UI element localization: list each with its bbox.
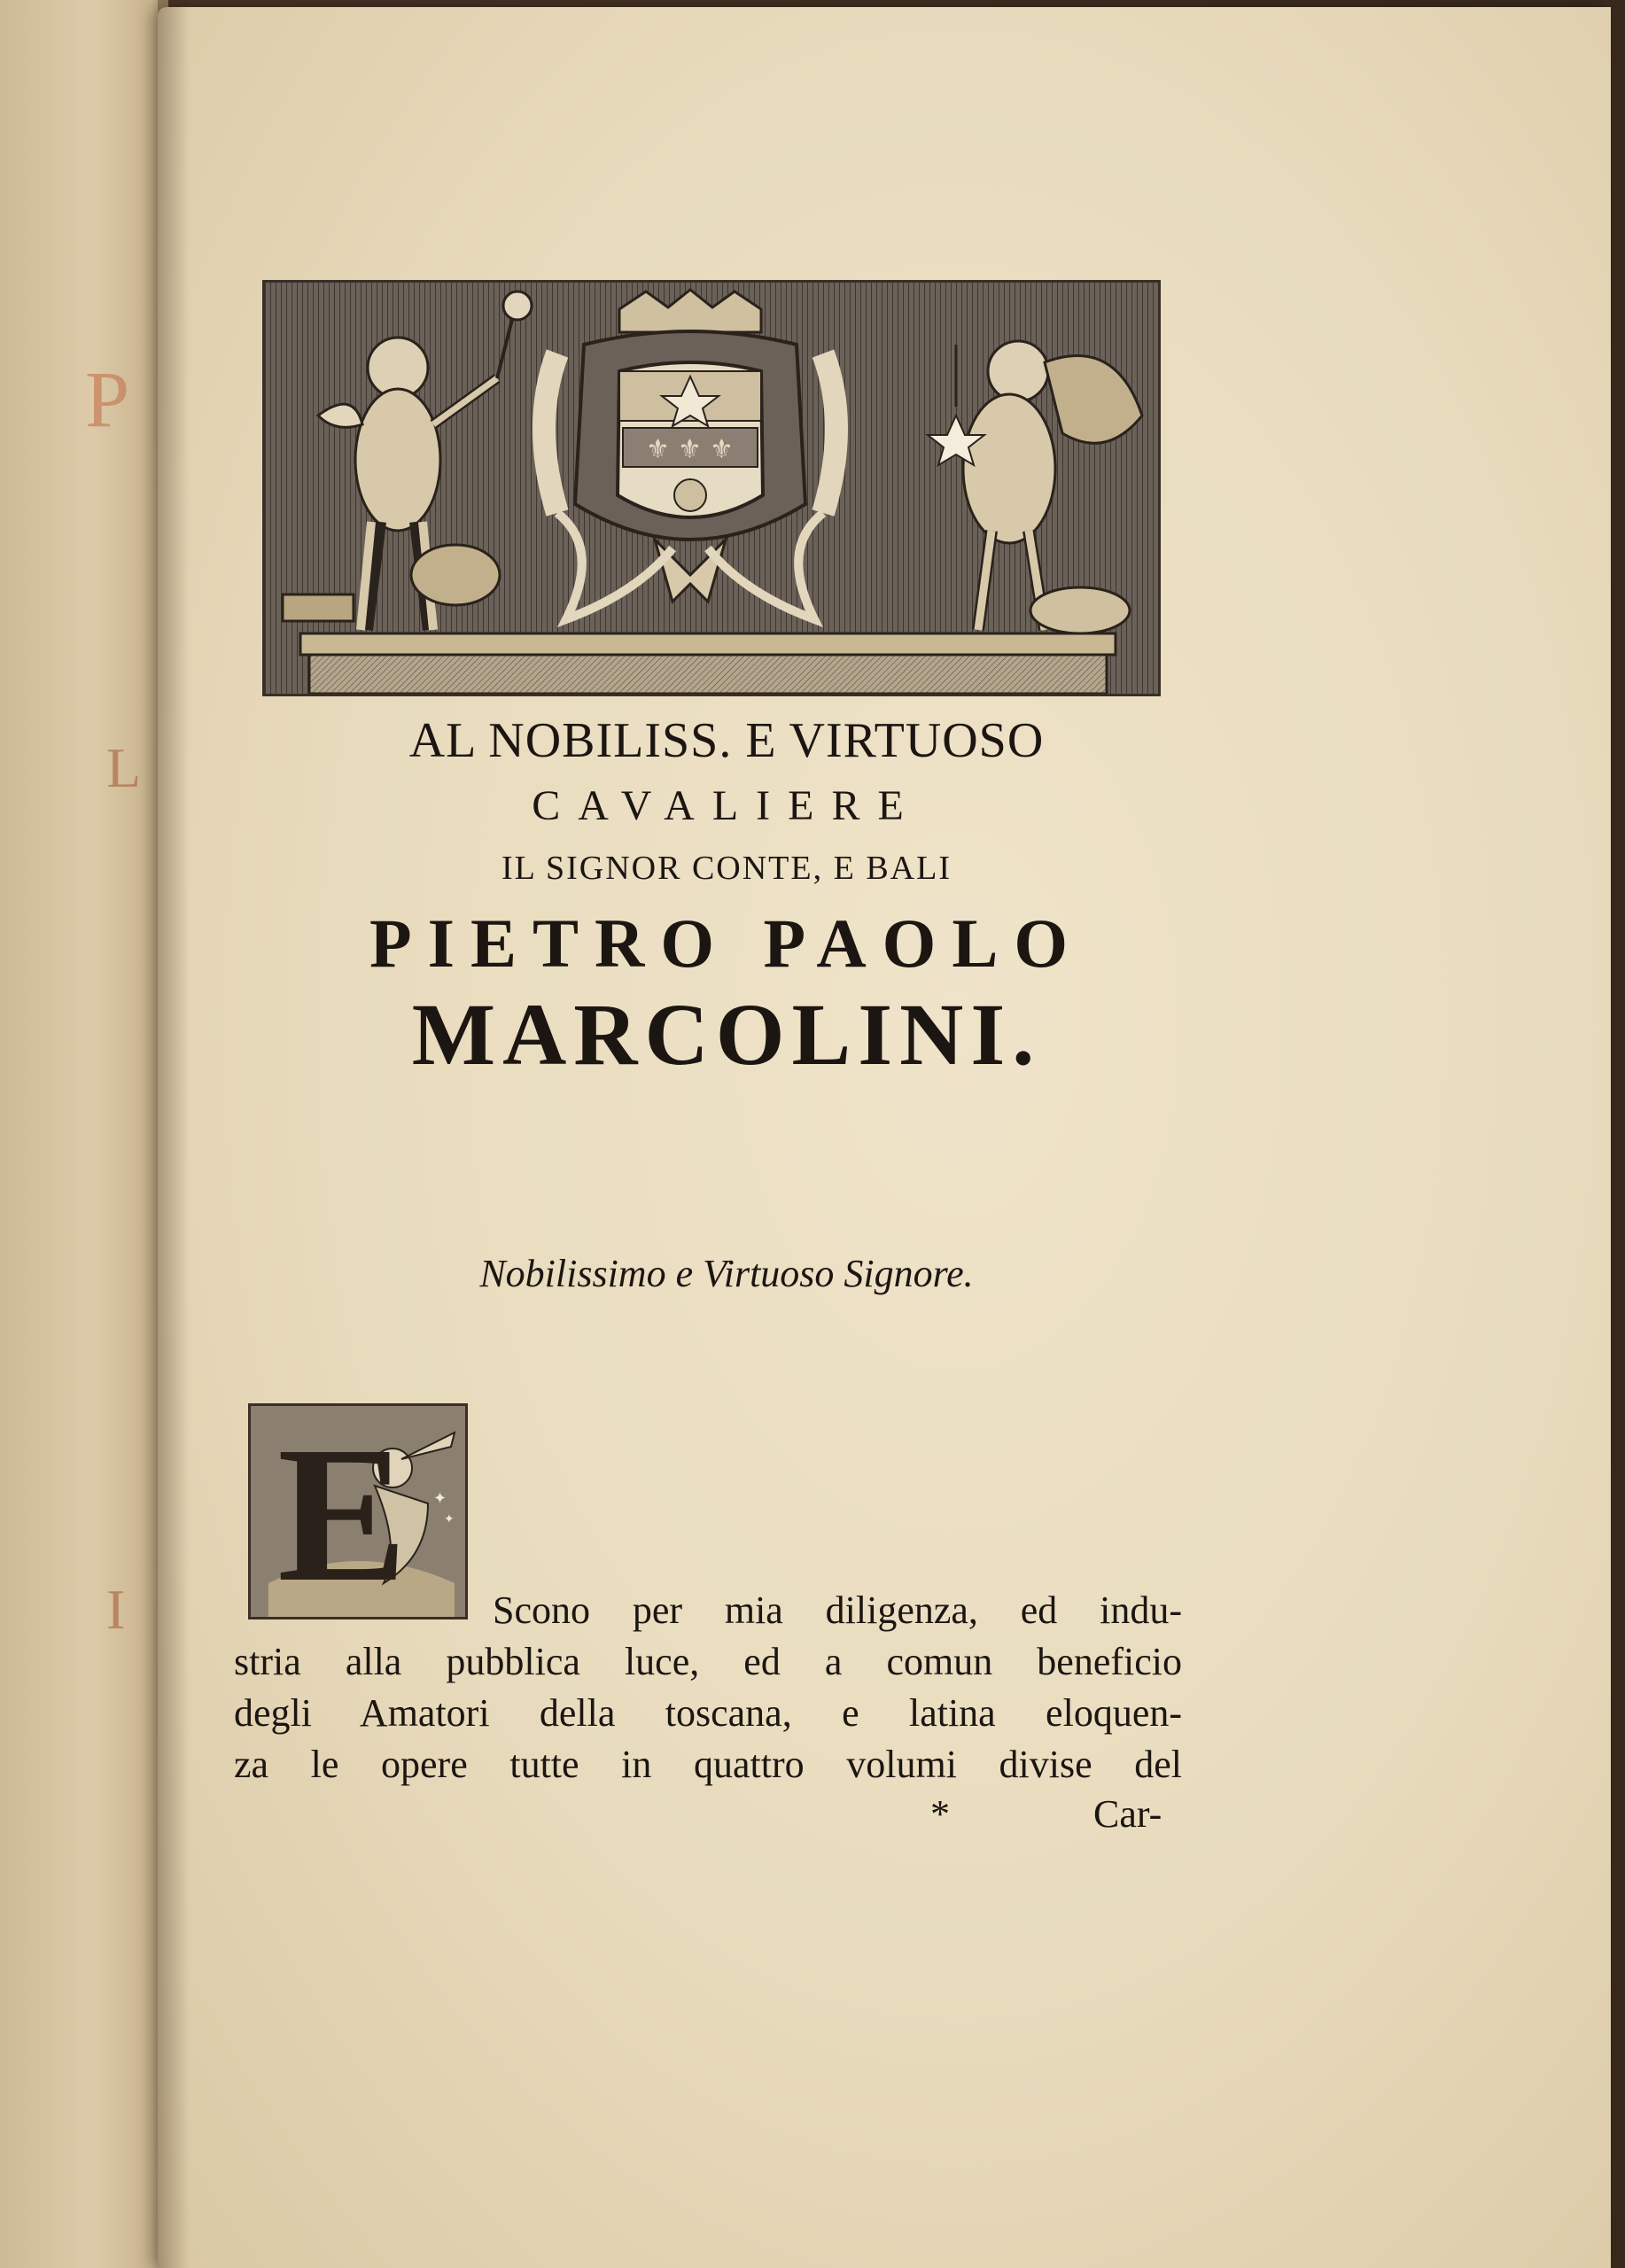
page-gutter-shadow — [158, 0, 190, 2268]
dedication-line-2: CAVALIERE — [532, 782, 921, 829]
catchword: Car- — [1093, 1792, 1162, 1836]
dedicatee-surname: MARCOLINI. — [411, 985, 1042, 1084]
dedication-line-1: AL NOBILISS. E VIRTUOSO — [408, 713, 1045, 768]
svg-text:✦: ✦ — [444, 1512, 455, 1526]
engraved-headpiece — [262, 280, 1161, 696]
dedicatee-given-names: PIETRO PAOLO — [369, 905, 1085, 982]
left-page-edge — [0, 0, 168, 2268]
initial-letter: E — [277, 1406, 408, 1619]
body-line-2: stria alla pubblica luce, ed a comun beneficio — [234, 1640, 1182, 1683]
signature-mark: * — [930, 1792, 950, 1836]
body-line-3: degli Amatori della toscana, e latina eloquen- — [234, 1691, 1182, 1735]
dedication-line-3: IL SIGNOR CONTE, E BALI — [501, 850, 952, 887]
svg-text:⚜: ⚜ — [678, 434, 702, 465]
svg-text:⚜: ⚜ — [710, 434, 734, 465]
decorated-initial — [248, 1403, 468, 1619]
left-page-fragment: P — [85, 356, 130, 444]
coat-of-arms-engraving — [265, 283, 1158, 694]
svg-text:✦: ✦ — [433, 1489, 447, 1508]
svg-text:⚜: ⚜ — [646, 434, 670, 465]
left-page-fragment: I — [106, 1578, 126, 1641]
salutation: Nobilissimo e Virtuoso Signore. — [479, 1252, 974, 1295]
left-page-fragment: L — [106, 736, 142, 799]
body-line-1: Scono per mia diligenza, ed indu- — [493, 1588, 1182, 1632]
body-line-4: za le opere tutte in quattro volumi divise del — [234, 1743, 1182, 1786]
